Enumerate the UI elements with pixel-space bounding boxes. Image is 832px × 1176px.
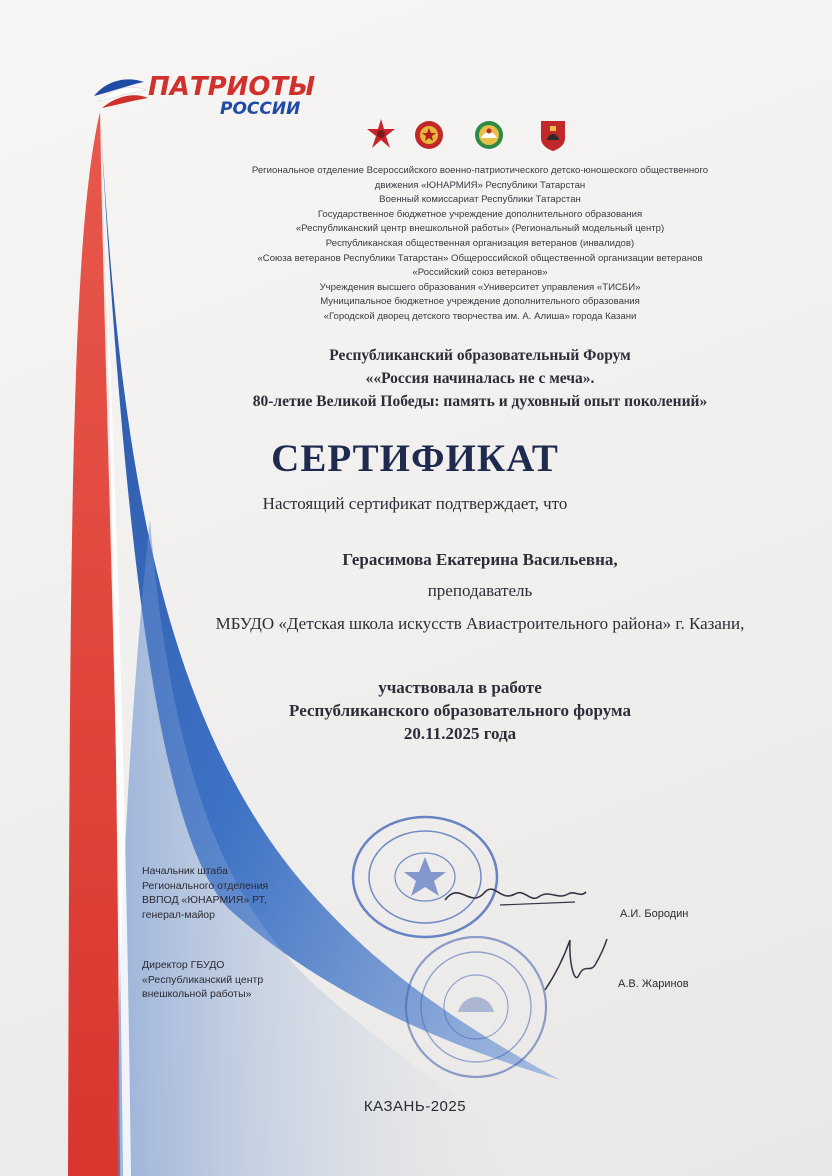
organizer-line: Военный комиссариат Республики Татарстан <box>379 194 581 206</box>
participation-statement <box>210 676 710 745</box>
forum-line-1: Республиканский образовательный Форум <box>329 347 631 364</box>
zharinov-signature-icon <box>535 935 615 1005</box>
military-commissariat-emblem-icon <box>413 118 445 152</box>
logo-title: ПАТРИОТЫ <box>148 72 316 102</box>
forum-title <box>170 344 790 413</box>
organizer-line: Республиканская общественная организация ветеранов (инвалидов) <box>325 237 635 249</box>
logo-subtitle: РОССИИ <box>220 99 301 119</box>
signatory-2-name: А.В. Жаринов <box>618 978 689 990</box>
participation-date: 20.11.2025 года <box>403 724 517 743</box>
recipient-position: преподаватель <box>427 581 533 600</box>
signatory-1-name: А.И. Бородин <box>620 908 689 920</box>
footer-city-year: КАЗАНЬ-2025 <box>363 1098 467 1115</box>
organizer-line: «Республиканский центр внешкольной работы» (Региональный модельный центр) <box>295 223 665 235</box>
forum-line-3: 80-летие Великой Победы: память и духовный опыт поколений» <box>252 393 708 410</box>
organizer-line: Государственное бюджетное учреждение дополнительного образования <box>317 208 643 220</box>
recipient-organization: МБУДО «Детская школа искусств Авиастроительного района» г. Казани, <box>215 614 745 633</box>
participation-line-2: Республиканского образовательного форума <box>289 701 631 720</box>
organizer-line: Региональное отделение Всероссийского военно-патриотического детско-юношеского общественного <box>251 165 709 176</box>
rcvr-stamp <box>396 932 556 1082</box>
signatory-2-title: Директор ГБУДО «Республиканский центр внешкольной работы» <box>142 959 264 1000</box>
yunarmia-emblem-icon <box>365 118 397 152</box>
forum-line-2: ««Россия начиналась не с меча». <box>365 370 595 387</box>
organizer-line: «Российский союз ветеранов» <box>412 267 548 279</box>
organizer-line: Учреждения высшего образования «Университет управления «ТИСБИ» <box>319 281 641 293</box>
tatarstan-emblem-icon <box>473 118 505 152</box>
recipient-name: Герасимова Екатерина Васильевна, <box>342 550 618 569</box>
organizer-line: «Союза ветеранов Республики Татарстан» Общероссийской общественной организации ветеранов <box>257 252 703 264</box>
kazan-emblem-icon <box>537 118 569 152</box>
borodin-signature-icon <box>440 870 590 915</box>
certificate-title: СЕРТИФИКАТ <box>271 437 559 480</box>
organizers-list <box>200 164 760 325</box>
participation-line-1: участвовала в работе <box>378 678 542 697</box>
emblem-row <box>365 118 585 154</box>
organizer-line: Муниципальное бюджетное учреждение дополнительного образования <box>320 296 640 308</box>
organizer-line: «Городской дворец детского творчества им. А. Алиша» города Казани <box>323 310 637 322</box>
signatory-1-title: Начальник штаба Регионального отделения ВВПОД «ЮНАРМИЯ» РТ, генерал-майор <box>142 865 269 921</box>
confirmation-text: Настоящий сертификат подтверждает, что <box>262 494 568 513</box>
organizer-line: движения «ЮНАРМИЯ» Республики Татарстан <box>374 179 586 191</box>
